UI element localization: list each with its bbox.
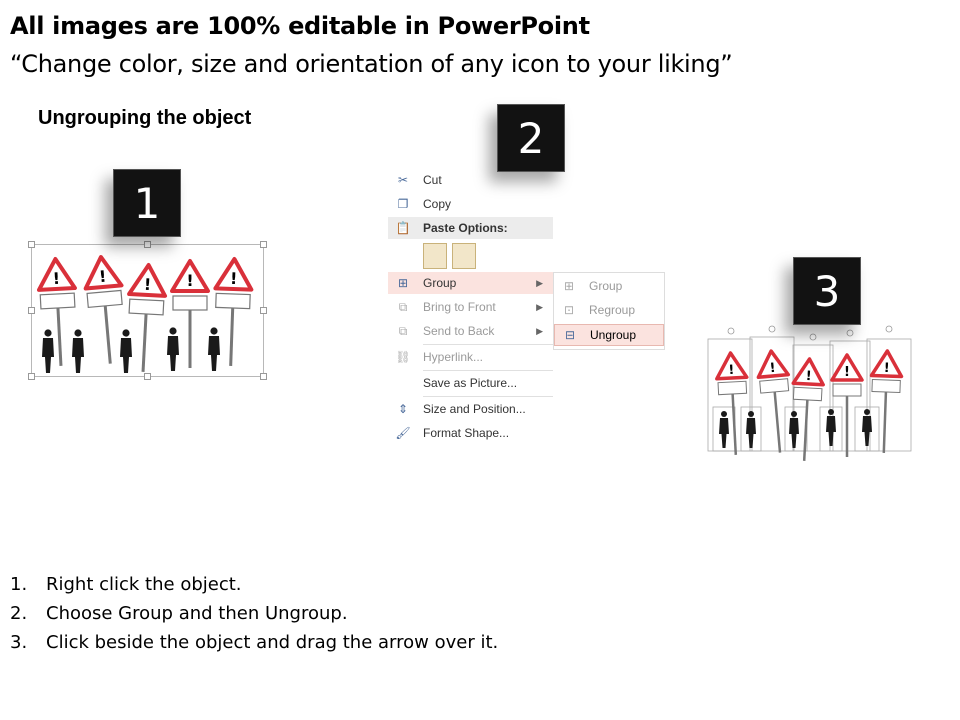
context-menu [388, 167, 553, 445]
group-icon: ⊞ [563, 279, 575, 293]
clipboard-icon: 📋 [395, 221, 411, 235]
menu-item-send-to-back[interactable]: ⧉ Send to Back ▶ [388, 320, 553, 342]
warning-signs-illustration-ungrouped: ! [705, 325, 915, 455]
step-badge-3: 3 [793, 257, 861, 325]
menu-item-save-as-picture[interactable]: Save as Picture... [423, 376, 518, 390]
step-badge-1: 1 [113, 169, 181, 237]
send-back-icon: ⧉ [398, 323, 408, 338]
list-item: 1. Right click the object. [10, 574, 242, 595]
submenu-arrow-icon: ▶ [536, 277, 543, 288]
list-item: 2. Choose Group and then Ungroup. [10, 603, 348, 624]
menu-item-cut[interactable]: ✂ Cut [388, 169, 553, 191]
menu-item-bring-to-front[interactable]: ⧉ Bring to Front ▶ [388, 296, 553, 318]
menu-paste-options-header: 📋 Paste Options: [388, 217, 553, 239]
bring-front-icon: ⧉ [398, 299, 408, 314]
menu-item-copy[interactable]: ❐ Copy [388, 193, 553, 215]
step-badge-2: 2 [497, 104, 565, 172]
submenu-item-ungroup[interactable]: ⊟ Ungroup [554, 324, 664, 346]
header-line-2: “Change color, size and orientation of any icon to your liking” [10, 50, 733, 78]
warning-signs-illustration-grouped: ! [28, 243, 268, 378]
ungroup-icon: ⊟ [564, 328, 576, 342]
submenu-arrow-icon: ▶ [536, 325, 543, 336]
size-position-icon: ⇕ [397, 402, 409, 416]
menu-separator [423, 344, 553, 345]
paste-option-picture[interactable] [452, 243, 476, 269]
copy-icon: ❐ [397, 197, 409, 211]
menu-item-hyperlink[interactable]: ⛓ Hyperlink... [388, 346, 553, 368]
menu-item-size-and-position[interactable]: ⇕ Size and Position... [388, 398, 553, 420]
submenu-arrow-icon: ▶ [536, 301, 543, 312]
menu-item-group[interactable]: ⊞ Group ▶ [388, 272, 553, 294]
group-submenu [553, 272, 665, 350]
submenu-item-group[interactable]: ⊞ Group [554, 275, 664, 297]
hyperlink-icon: ⛓ [395, 350, 411, 364]
instruction-steps [10, 570, 498, 657]
format-shape-icon: 🖌 [395, 426, 411, 440]
paste-option-keep-text[interactable] [423, 243, 447, 269]
submenu-item-regroup[interactable]: ⊡ Regroup [554, 299, 664, 321]
menu-item-format-shape[interactable]: 🖌 Format Shape... [388, 422, 553, 444]
menu-separator [423, 370, 553, 371]
section-subtitle: Ungrouping the object [38, 107, 252, 129]
list-item: 3. Click beside the object and drag the arrow over it. [10, 632, 499, 653]
regroup-icon: ⊡ [563, 303, 575, 317]
menu-separator [423, 396, 553, 397]
scissors-icon: ✂ [397, 173, 409, 187]
group-icon: ⊞ [397, 276, 409, 290]
header-line-1: All images are 100% editable in PowerPoint [10, 12, 590, 40]
